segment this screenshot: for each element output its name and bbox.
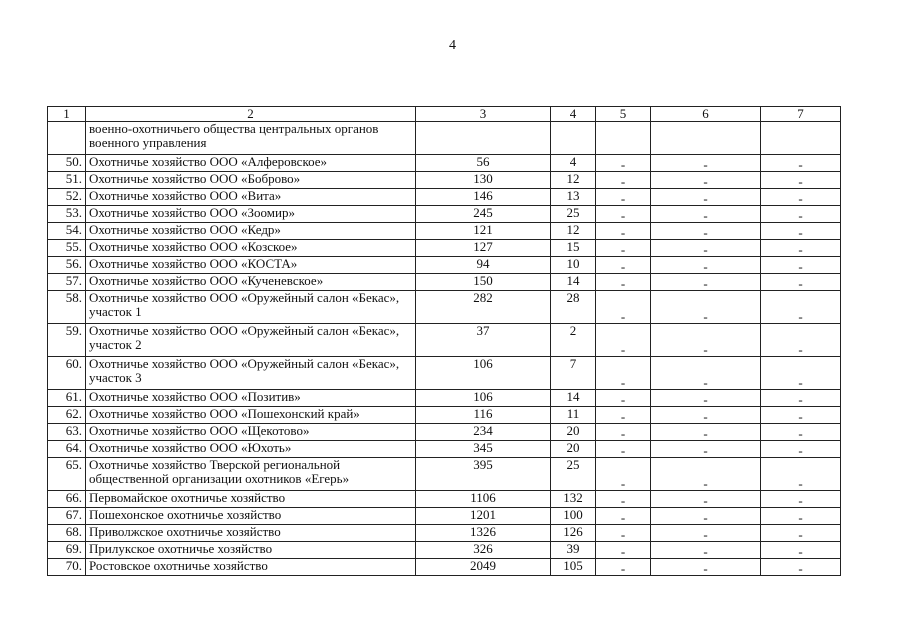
column-number-row <box>48 107 841 122</box>
continuation-cell-5 <box>596 122 651 155</box>
row-col3-cell: 1106 <box>416 491 551 508</box>
row-col6-cell: - <box>651 441 761 458</box>
row-col3-cell: 282 <box>416 291 551 324</box>
row-col6-cell: - <box>651 458 761 491</box>
row-col4-cell: 15 <box>551 240 596 257</box>
row-col6-cell: - <box>651 172 761 189</box>
row-name-cell: Пошехонское охотничье хозяйство <box>86 508 416 525</box>
row-col6-cell: - <box>651 508 761 525</box>
row-col3-cell: 130 <box>416 172 551 189</box>
row-col4-cell: 13 <box>551 189 596 206</box>
row-col5-cell: - <box>596 357 651 390</box>
table-row <box>48 189 841 206</box>
row-col6-cell: - <box>651 542 761 559</box>
table-row <box>48 508 841 525</box>
row-name-cell: Охотничье хозяйство ООО «Кедр» <box>86 223 416 240</box>
table-row <box>48 257 841 274</box>
row-col5-cell: - <box>596 458 651 491</box>
row-col5-cell: - <box>596 525 651 542</box>
row-col7-cell: - <box>761 172 841 189</box>
table-row <box>48 357 841 390</box>
table-row <box>48 542 841 559</box>
table-row <box>48 491 841 508</box>
row-number-cell: 51. <box>48 172 86 189</box>
row-col6-cell: - <box>651 189 761 206</box>
row-col6-cell: - <box>651 257 761 274</box>
row-number-cell: 60. <box>48 357 86 390</box>
row-number-cell: 68. <box>48 525 86 542</box>
table-row <box>48 390 841 407</box>
row-col6-cell: - <box>651 240 761 257</box>
row-col4-cell: 12 <box>551 172 596 189</box>
row-col3-cell: 56 <box>416 155 551 172</box>
row-col6-cell: - <box>651 390 761 407</box>
row-number-cell: 57. <box>48 274 86 291</box>
row-col7-cell: - <box>761 274 841 291</box>
row-col6-cell: - <box>651 407 761 424</box>
row-col3-cell: 106 <box>416 390 551 407</box>
row-col7-cell: - <box>761 357 841 390</box>
row-col7-cell: - <box>761 458 841 491</box>
row-number-cell: 53. <box>48 206 86 223</box>
continuation-num-cell <box>48 122 86 155</box>
table-row <box>48 407 841 424</box>
table-row <box>48 324 841 357</box>
row-col5-cell: - <box>596 424 651 441</box>
row-col4-cell: 20 <box>551 441 596 458</box>
table-row <box>48 424 841 441</box>
row-col4-cell: 20 <box>551 424 596 441</box>
row-col5-cell: - <box>596 559 651 576</box>
row-col7-cell: - <box>761 240 841 257</box>
continuation-row <box>48 122 841 155</box>
table-row <box>48 172 841 189</box>
row-col4-cell: 7 <box>551 357 596 390</box>
table-row <box>48 206 841 223</box>
row-col4-cell: 14 <box>551 390 596 407</box>
row-col6-cell: - <box>651 223 761 240</box>
row-name-cell: Охотничье хозяйство ООО «Козское» <box>86 240 416 257</box>
row-name-cell: Охотничье хозяйство Тверской региональной общественной организации охотников «Егерь» <box>86 458 416 491</box>
row-col3-cell: 326 <box>416 542 551 559</box>
row-number-cell: 58. <box>48 291 86 324</box>
table-row <box>48 525 841 542</box>
row-number-cell: 69. <box>48 542 86 559</box>
row-col3-cell: 146 <box>416 189 551 206</box>
row-col4-cell: 4 <box>551 155 596 172</box>
row-col4-cell: 132 <box>551 491 596 508</box>
row-col3-cell: 1326 <box>416 525 551 542</box>
row-col4-cell: 12 <box>551 223 596 240</box>
row-name-cell: Охотничье хозяйство ООО «Зоомир» <box>86 206 416 223</box>
row-col5-cell: - <box>596 155 651 172</box>
continuation-cell-7 <box>761 122 841 155</box>
row-number-cell: 62. <box>48 407 86 424</box>
row-col6-cell: - <box>651 559 761 576</box>
row-number-cell: 59. <box>48 324 86 357</box>
row-col5-cell: - <box>596 542 651 559</box>
row-col3-cell: 37 <box>416 324 551 357</box>
row-col4-cell: 105 <box>551 559 596 576</box>
row-col7-cell: - <box>761 559 841 576</box>
hunting-grounds-table <box>47 106 841 576</box>
row-number-cell: 55. <box>48 240 86 257</box>
row-col5-cell: - <box>596 172 651 189</box>
row-name-cell: Охотничье хозяйство ООО «Боброво» <box>86 172 416 189</box>
row-col3-cell: 94 <box>416 257 551 274</box>
table-body <box>48 107 841 576</box>
row-col4-cell: 100 <box>551 508 596 525</box>
row-col7-cell: - <box>761 390 841 407</box>
row-name-cell: Охотничье хозяйство ООО «Кученевское» <box>86 274 416 291</box>
page-number: 4 <box>449 38 456 53</box>
column-header-6: 6 <box>651 107 761 122</box>
row-name-cell: Охотничье хозяйство ООО «КОСТА» <box>86 257 416 274</box>
row-col5-cell: - <box>596 407 651 424</box>
row-col6-cell: - <box>651 274 761 291</box>
row-col5-cell: - <box>596 291 651 324</box>
row-col5-cell: - <box>596 324 651 357</box>
row-col5-cell: - <box>596 206 651 223</box>
row-col7-cell: - <box>761 257 841 274</box>
row-col5-cell: - <box>596 441 651 458</box>
row-col4-cell: 25 <box>551 458 596 491</box>
row-col3-cell: 116 <box>416 407 551 424</box>
row-col7-cell: - <box>761 155 841 172</box>
row-col3-cell: 1201 <box>416 508 551 525</box>
row-number-cell: 61. <box>48 390 86 407</box>
row-col5-cell: - <box>596 223 651 240</box>
row-number-cell: 54. <box>48 223 86 240</box>
continuation-cell-3 <box>416 122 551 155</box>
row-col4-cell: 10 <box>551 257 596 274</box>
row-col3-cell: 395 <box>416 458 551 491</box>
row-col3-cell: 245 <box>416 206 551 223</box>
row-col5-cell: - <box>596 491 651 508</box>
row-col6-cell: - <box>651 491 761 508</box>
row-name-cell: Охотничье хозяйство ООО «Щекотово» <box>86 424 416 441</box>
row-number-cell: 63. <box>48 424 86 441</box>
table-row <box>48 240 841 257</box>
row-col7-cell: - <box>761 206 841 223</box>
row-col3-cell: 345 <box>416 441 551 458</box>
row-col4-cell: 25 <box>551 206 596 223</box>
row-col4-cell: 28 <box>551 291 596 324</box>
row-name-cell: Охотничье хозяйство ООО «Юхоть» <box>86 441 416 458</box>
column-header-4: 4 <box>551 107 596 122</box>
row-number-cell: 66. <box>48 491 86 508</box>
row-col7-cell: - <box>761 424 841 441</box>
row-name-cell: Охотничье хозяйство ООО «Оружейный салон «Бекас», участок 3 <box>86 357 416 390</box>
row-col3-cell: 106 <box>416 357 551 390</box>
table-row <box>48 559 841 576</box>
row-name-cell: Охотничье хозяйство ООО «Оружейный салон «Бекас», участок 1 <box>86 291 416 324</box>
row-col6-cell: - <box>651 357 761 390</box>
continuation-name-cell: военно-охотничьего общества центральных органов военного управления <box>86 122 416 155</box>
row-col4-cell: 126 <box>551 525 596 542</box>
row-col3-cell: 127 <box>416 240 551 257</box>
table-row <box>48 291 841 324</box>
row-col6-cell: - <box>651 155 761 172</box>
row-name-cell: Первомайское охотничье хозяйство <box>86 491 416 508</box>
row-col6-cell: - <box>651 291 761 324</box>
table-row <box>48 223 841 240</box>
row-col5-cell: - <box>596 189 651 206</box>
row-col4-cell: 11 <box>551 407 596 424</box>
table-row <box>48 274 841 291</box>
column-header-2: 2 <box>86 107 416 122</box>
row-col7-cell: - <box>761 324 841 357</box>
row-col5-cell: - <box>596 274 651 291</box>
row-name-cell: Охотничье хозяйство ООО «Оружейный салон «Бекас», участок 2 <box>86 324 416 357</box>
row-col4-cell: 39 <box>551 542 596 559</box>
table-row <box>48 458 841 491</box>
row-col7-cell: - <box>761 508 841 525</box>
row-number-cell: 56. <box>48 257 86 274</box>
table-row <box>48 155 841 172</box>
column-header-7: 7 <box>761 107 841 122</box>
row-number-cell: 65. <box>48 458 86 491</box>
row-name-cell: Охотничье хозяйство ООО «Пошехонский край» <box>86 407 416 424</box>
row-name-cell: Охотничье хозяйство ООО «Позитив» <box>86 390 416 407</box>
row-number-cell: 64. <box>48 441 86 458</box>
row-col7-cell: - <box>761 525 841 542</box>
continuation-cell-6 <box>651 122 761 155</box>
row-col5-cell: - <box>596 257 651 274</box>
row-number-cell: 52. <box>48 189 86 206</box>
continuation-cell-4 <box>551 122 596 155</box>
column-header-5: 5 <box>596 107 651 122</box>
row-col7-cell: - <box>761 223 841 240</box>
row-col7-cell: - <box>761 542 841 559</box>
row-col3-cell: 150 <box>416 274 551 291</box>
row-col3-cell: 2049 <box>416 559 551 576</box>
row-col7-cell: - <box>761 189 841 206</box>
column-header-1: 1 <box>48 107 86 122</box>
row-number-cell: 50. <box>48 155 86 172</box>
row-name-cell: Приволжское охотничье хозяйство <box>86 525 416 542</box>
row-number-cell: 67. <box>48 508 86 525</box>
row-col3-cell: 121 <box>416 223 551 240</box>
row-col6-cell: - <box>651 525 761 542</box>
row-col7-cell: - <box>761 291 841 324</box>
row-col6-cell: - <box>651 424 761 441</box>
row-name-cell: Охотничье хозяйство ООО «Алферовское» <box>86 155 416 172</box>
row-name-cell: Охотничье хозяйство ООО «Вита» <box>86 189 416 206</box>
row-col6-cell: - <box>651 324 761 357</box>
row-col7-cell: - <box>761 441 841 458</box>
row-col5-cell: - <box>596 240 651 257</box>
row-col4-cell: 2 <box>551 324 596 357</box>
row-col6-cell: - <box>651 206 761 223</box>
row-name-cell: Ростовское охотничье хозяйство <box>86 559 416 576</box>
row-col4-cell: 14 <box>551 274 596 291</box>
column-header-3: 3 <box>416 107 551 122</box>
row-number-cell: 70. <box>48 559 86 576</box>
row-col5-cell: - <box>596 390 651 407</box>
row-col3-cell: 234 <box>416 424 551 441</box>
row-col7-cell: - <box>761 407 841 424</box>
row-name-cell: Прилукское охотничье хозяйство <box>86 542 416 559</box>
row-col5-cell: - <box>596 508 651 525</box>
table-row <box>48 441 841 458</box>
row-col7-cell: - <box>761 491 841 508</box>
